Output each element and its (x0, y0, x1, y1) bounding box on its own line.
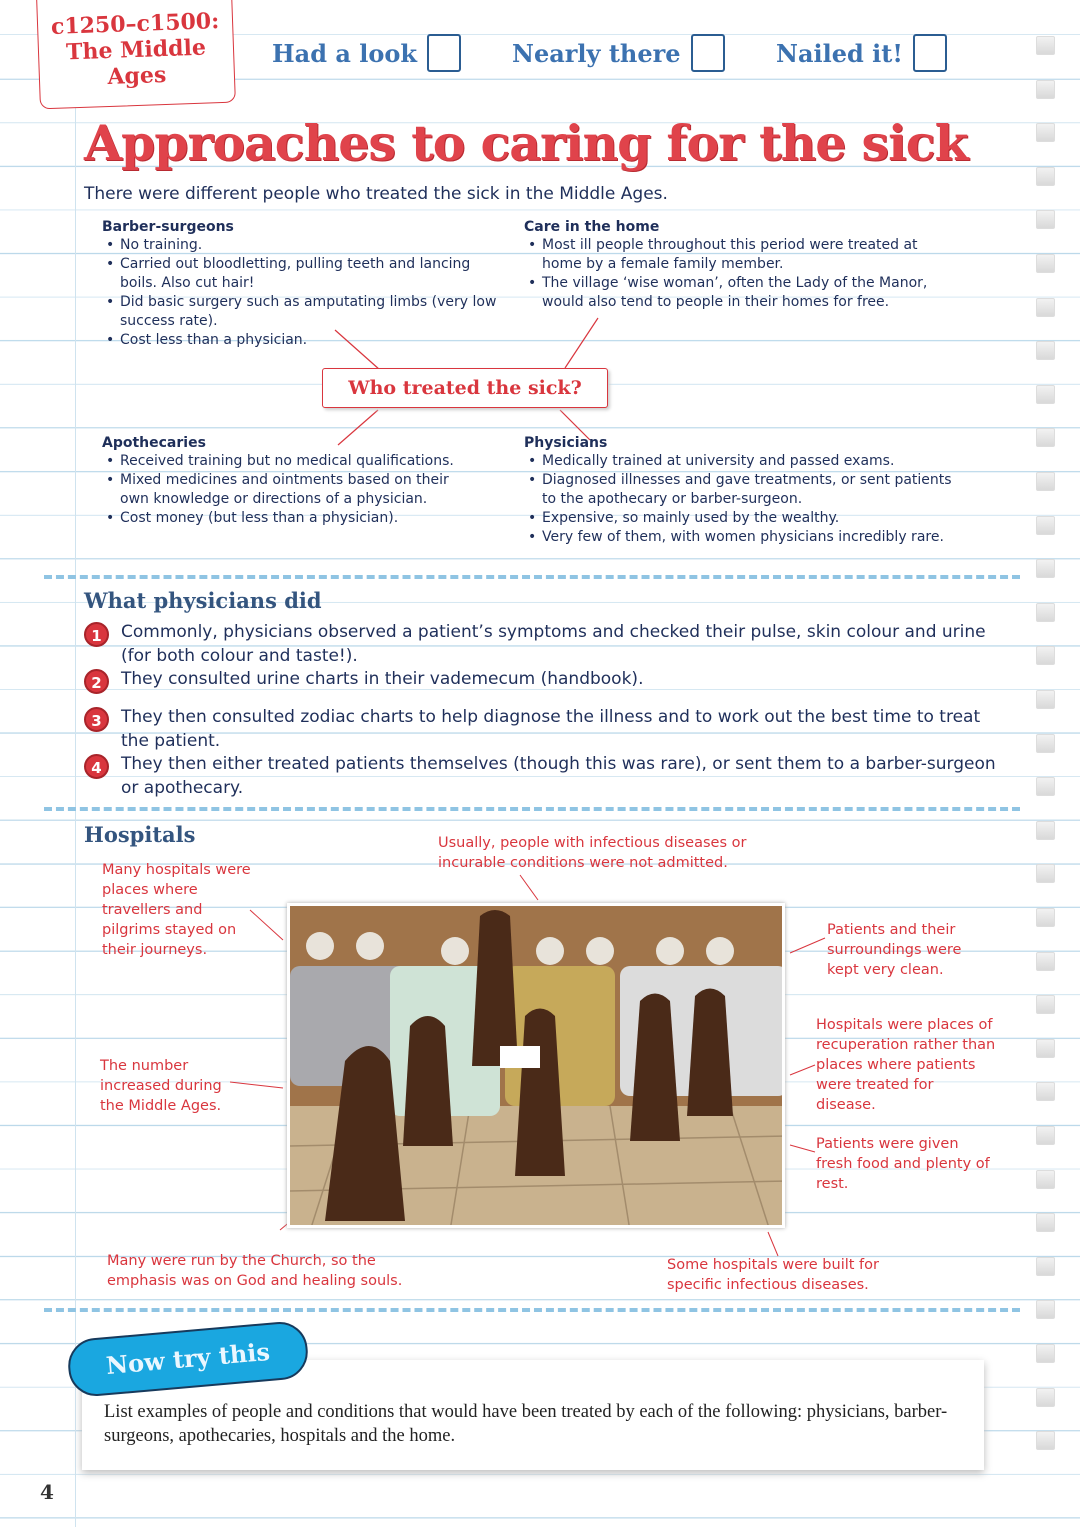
group-care-in-home (524, 219, 954, 312)
step-number: 1 (84, 622, 109, 647)
list-item: • Cost less than a physician. (102, 331, 502, 350)
group-barber-surgeons (102, 219, 502, 350)
center-label: Who treated the sick? (322, 368, 608, 408)
connector (790, 1065, 815, 1075)
connector (768, 1232, 778, 1256)
step (84, 667, 1004, 694)
connector (520, 875, 538, 900)
connector (790, 938, 825, 953)
list-item: • The village ‘wise woman’, often the Lady of the Manor, would also tend to people in their homes for free. (524, 274, 954, 312)
group-heading: Barber-surgeons (102, 219, 234, 235)
list-item: • Cost money (but less than a physician). (102, 509, 482, 528)
list-item: • Expensive, so mainly used by the wealthy. (524, 509, 964, 528)
section-heading-physicians: What physicians did (84, 588, 322, 613)
connector (250, 910, 283, 940)
divider (44, 1308, 1020, 1312)
list-item: • Mixed medicines and ointments based on their own knowledge or directions of a physician. (102, 471, 482, 509)
tag-line: Ages (107, 61, 167, 91)
task-text: List examples of people and conditions that would have been treated by each of the following: physicians, barber-surgeons, apothecaries, hospitals and the home. (104, 1402, 948, 1446)
connector (565, 318, 598, 368)
step-text: Commonly, physicians observed a patient’s symptoms and checked their pulse, skin colour and urine (for both colour and taste!). (121, 622, 986, 666)
step (84, 705, 1004, 753)
divider (44, 575, 1020, 579)
now-try-this-label: Now try this (66, 1320, 310, 1399)
list-item: • Very few of them, with women physicians incredibly rare. (524, 528, 964, 547)
binder-hole (1036, 777, 1055, 796)
divider (44, 807, 1020, 811)
step (84, 620, 1004, 668)
step-number: 4 (84, 754, 109, 779)
step-text: They then either treated patients themselves (though this was rare), or sent them to a barber-surgeon or apothecary. (121, 754, 996, 798)
hospital-illustration (287, 903, 785, 1228)
progress-label: Nearly there (512, 38, 681, 68)
annotation: Many hospitals were places where travellers and pilgrims stayed on their journeys. (102, 862, 251, 958)
step-text: They consulted urine charts in their vademecum (handbook). (121, 669, 644, 689)
binder-hole (1036, 1388, 1055, 1407)
connector (230, 1082, 283, 1088)
annotation: Some hospitals were built for specific infectious diseases. (667, 1257, 879, 1293)
list-item: • Most ill people throughout this period were treated at home by a female family member. (524, 236, 954, 274)
binder-hole (1036, 646, 1055, 665)
hospital-scene (290, 906, 785, 1228)
group-heading: Apothecaries (102, 435, 206, 451)
list-item: • Did basic surgery such as amputating limbs (very low success rate). (102, 293, 502, 331)
annotation: Many were run by the Church, so the emphasis was on God and healing souls. (107, 1253, 403, 1289)
annotation: Patients were given fresh food and plenty of rest. (816, 1136, 990, 1192)
step-number: 2 (84, 669, 109, 694)
binder-hole (1036, 690, 1055, 709)
tag-line: c1250–c1500: (50, 8, 220, 40)
group-apothecaries (102, 435, 482, 528)
connector (790, 1145, 815, 1152)
progress-label: Had a look (272, 38, 418, 68)
step-number: 3 (84, 707, 109, 732)
list-item: • Carried out bloodletting, pulling teeth and lancing boils. Also cut hair! (102, 255, 502, 293)
section-heading-hospitals: Hospitals (84, 822, 196, 847)
binder-hole (1036, 1431, 1055, 1450)
binder-hole (1036, 603, 1055, 622)
binder-hole (1036, 734, 1055, 753)
annotation: Hospitals were places of recuperation rather than places where patients were treated for disease. (816, 1017, 996, 1113)
annotation: The number increased during the Middle Ages. (100, 1058, 222, 1114)
annotation: Patients and their surroundings were kept very clean. (827, 922, 962, 978)
tag-line: The Middle (65, 34, 207, 66)
group-physicians (524, 435, 964, 547)
list-item: • Diagnosed illnesses and gave treatments, or sent patients to the apothecary or barber-surgeon. (524, 471, 964, 509)
intro-text: There were different people who treated the sick in the Middle Ages. (84, 184, 668, 204)
annotation: Usually, people with infectious diseases or incurable conditions were not admitted. (438, 835, 747, 871)
binder-hole (1036, 1344, 1055, 1363)
group-heading: Physicians (524, 435, 608, 451)
step-text: They then consulted zodiac charts to help diagnose the illness and to work out the best time to treat the patient. (121, 707, 981, 751)
step (84, 752, 1004, 800)
list-item: • No training. (102, 236, 502, 255)
binder-hole (1036, 1300, 1055, 1319)
progress-label: Nailed it! (776, 38, 903, 68)
list-item: • Received training but no medical qualifications. (102, 452, 482, 471)
list-item: • Medically trained at university and passed exams. (524, 452, 964, 471)
page-number: 4 (40, 1480, 54, 1504)
page-title: Approaches to caring for the sick (84, 114, 968, 172)
group-heading: Care in the home (524, 219, 660, 235)
